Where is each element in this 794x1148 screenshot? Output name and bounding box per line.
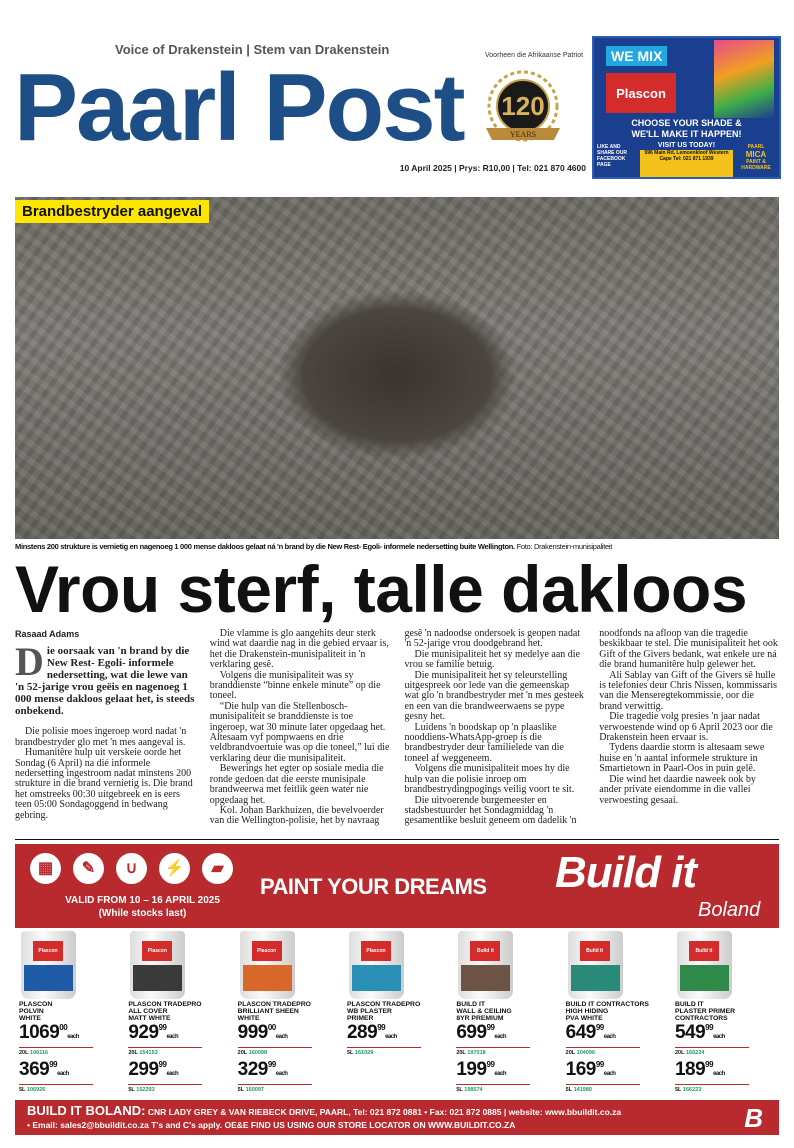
product-name bbox=[347, 1001, 447, 1023]
can-brand: Plascon bbox=[361, 941, 391, 961]
product-name-line: PLASCON TRADEPRO bbox=[346, 1000, 421, 1008]
mica-logo: PAARL MICA PAINT & HARDWARE bbox=[733, 141, 779, 177]
validity: VALID FROM 10 – 16 APRIL 2025 (While stocks last) bbox=[65, 894, 220, 919]
masthead-formerly: Voorheen die Afrikaanse Patriot bbox=[485, 52, 584, 59]
ad-slogan-line: WE'LL MAKE IT HAPPEN! bbox=[631, 129, 742, 139]
product-name-line: PLASCON bbox=[19, 1000, 53, 1008]
masthead-title: Paarl Post bbox=[14, 54, 464, 161]
paragraph: Volgens die munisipaliteit moes hy die hulp van die polisie inroep om brandbestrydingpogings veilig voort te sit. bbox=[404, 763, 575, 796]
product-code: 20L 106116 bbox=[19, 1049, 49, 1056]
anniversary-badge-icon bbox=[478, 66, 568, 152]
product-name-line: POLVIN bbox=[19, 1008, 44, 1016]
paragraph: Die uitvoerende burgemeester en stadsbestuurder het Sondagmiddag 'n gesamentlike besluit geneem om dadelik 'n noodfonds na afloop van die tragedie beskikbaar te stel. Die munisipaliteit het ook Gift of the Givers bedank, wat enkele ure ná die brand humanitêre hulp gelewer het. bbox=[404, 628, 778, 827]
product-name bbox=[456, 1001, 556, 1023]
product-name-line: PLASCON TRADEPRO bbox=[128, 1000, 202, 1008]
product-name bbox=[238, 1001, 338, 1023]
facebook-callout: LIKE AND SHARE OUR FACEBOOK PAGE bbox=[594, 141, 640, 177]
product-name-line: PLASTER PRIMER bbox=[674, 1008, 736, 1016]
product-name-line: WB PLASTER bbox=[346, 1008, 392, 1016]
badge-text: YEARS bbox=[509, 130, 537, 139]
paint-can-image bbox=[21, 931, 76, 999]
product-name-line: BUILD IT bbox=[456, 1000, 486, 1008]
main-content bbox=[15, 197, 779, 1135]
paragraph: Kol. Johan Barkhuizen, die bevelvoerder van die Wellington-polisie, het by navraag gesê 'n nadoodse ondersoek is geopen nadat 'n 52-jarige vrou doodgebrand het. bbox=[209, 628, 581, 827]
ad-strip bbox=[594, 141, 779, 177]
footer-title: BUILD IT BOLAND: bbox=[27, 1102, 146, 1118]
product-name-line: PRIMER bbox=[346, 1015, 374, 1023]
product-name-line: WHITE bbox=[19, 1015, 41, 1023]
product-name bbox=[19, 1001, 119, 1023]
product-name-line: BUILD IT CONTRACTORS bbox=[565, 1000, 649, 1008]
product-code: 5L 198574 bbox=[456, 1086, 483, 1093]
product-price: $929^{99}each$ bbox=[128, 1023, 202, 1048]
product-name-line: WALL & CEILING bbox=[456, 1008, 512, 1016]
product-code: 5L 106926 bbox=[19, 1086, 46, 1093]
masthead-tagline: Voice of Drakenstein | Stem van Drakenstein bbox=[115, 42, 390, 57]
paragraph: Die munisipaliteit het sy medelye aan die vrou se familie betuig. bbox=[404, 648, 581, 671]
product-price: $199^{99}each$ bbox=[456, 1060, 530, 1085]
product-code: 5L 166223 bbox=[674, 1086, 702, 1093]
buildit-b-logo-icon: B bbox=[744, 1102, 763, 1133]
can-brand: Build it bbox=[470, 941, 500, 961]
divider bbox=[15, 839, 779, 840]
paragraph: Ali Sablay van Gift of the Givers sê hulle is telefonies deur Chris Nissen, kommissaris van die Menseregtekommissie, oor die brand verwittig. bbox=[599, 669, 778, 712]
paragraph: Die tragedie volg presies 'n jaar nadat verwoestende wind op 6 April 2023 oor die Drakenstein heen ervaar is. bbox=[599, 711, 773, 744]
electrical-plug-icon: ⚡ bbox=[159, 853, 190, 884]
product-card[interactable] bbox=[238, 931, 338, 1097]
paint-can-image bbox=[349, 931, 404, 999]
product-price: $999^{00}each$ bbox=[238, 1023, 312, 1048]
product-name bbox=[675, 1001, 775, 1023]
buildit-advert[interactable] bbox=[15, 844, 779, 928]
product-name-line: PVA WHITE bbox=[565, 1015, 603, 1023]
lead-text: ie oorsaak van 'n brand by die New Rest- Egoli- informele nedersetting, wat die lewe van 'n 52-jarige vrou geëis en nagenoeg 1 000 mense dakloos gelaat het, is steeds onbekend. bbox=[15, 645, 195, 718]
product-price: $169^{99}each$ bbox=[566, 1060, 640, 1085]
dateline: 10 April 2025 | Prys: R10,00 | Tel: 021 870 4600 bbox=[399, 163, 586, 173]
product-name-line: BRILLIANT SHEEN bbox=[237, 1008, 299, 1016]
product-name-line: WHITE bbox=[237, 1015, 260, 1023]
can-brand: Plascon bbox=[252, 941, 282, 961]
product-code: 20L 160098 bbox=[237, 1049, 268, 1056]
product-price: $699^{99}each$ bbox=[456, 1023, 530, 1048]
product-list bbox=[15, 928, 779, 1097]
product-name-line: HIGH HIDING bbox=[565, 1008, 609, 1016]
paragraph: Die vlamme is glo aangehits deur sterk wind wat daardie nag in die gebied ervaar is, het die Drakenstein-munisipaliteit in 'n verklaring gesê. bbox=[209, 628, 389, 671]
store-footer bbox=[15, 1100, 779, 1135]
plascon-logo: Plascon bbox=[606, 73, 676, 113]
photo-caption bbox=[15, 542, 779, 551]
visit-title: VISIT US TODAY! bbox=[640, 141, 733, 150]
ad-slogan bbox=[594, 118, 779, 140]
paint-splash-image bbox=[714, 40, 774, 118]
paint-can-image bbox=[130, 931, 185, 999]
product-price: $369^{99}each$ bbox=[19, 1060, 93, 1085]
product-price: $329^{99}each$ bbox=[238, 1060, 312, 1085]
product-code: 5L 152293 bbox=[128, 1086, 155, 1093]
product-price: $299^{99}each$ bbox=[128, 1060, 202, 1085]
paragraph: “Die hulp van die Stellenbosch-munisipaliteit se branddienste is toe ingeroep, wat 30 minute later opgedaag het. Altesaam vyf pompwaens en drie veldbrandvoertuie was op die toneel,” lui die verklaring deur die munisipaliteit. bbox=[209, 700, 390, 764]
product-price: $649^{99}each$ bbox=[566, 1023, 640, 1048]
visit-callout bbox=[640, 141, 733, 177]
ad-we-mix: WE MIX bbox=[606, 46, 667, 66]
paint-can-image bbox=[240, 931, 295, 999]
caption-text: Minstens 200 strukture is vernietig en nagenoeg 1 000 mense dakloos gelaat ná 'n brand by die New Rest- Egoli- informele nedersetting buite Wellington. bbox=[15, 542, 515, 551]
lead-paragraph bbox=[15, 639, 195, 718]
plascon-advert[interactable] bbox=[592, 36, 781, 179]
paragraph: Humanitêre hulp uit verskeie oorde het Sondag (6 April) na dié informele nedersetting ingestroom nadat minstens 200 strukture in die brand vernietig is. Die brand het omstreeks 00:30 uitgebreek en is eers teen 05:00 Sondagoggend in bedwang gebring. bbox=[15, 747, 193, 821]
can-brand: Plascon bbox=[142, 941, 172, 961]
product-code: 5L 161029 bbox=[346, 1049, 374, 1056]
aerial-fire-photo bbox=[15, 197, 779, 539]
product-card[interactable] bbox=[128, 931, 228, 1097]
paragraph: Bewerings het egter op sosiale media die ronde gedoen dat die eerste munisipale brandweerwa met feitlik geen water nie opgedaag het. bbox=[209, 763, 384, 806]
store-address: 596 Main Rd, Lemoenkloof Western Cape Tel: 021 871 1939 bbox=[644, 150, 729, 162]
footer-address: CNR LADY GREY & VAN RIEBECK DRIVE, PAARL, Tel: 021 872 0881 • Fax: 021 872 0885 | website: www.bbuildit.co.za bbox=[147, 1106, 622, 1117]
buildit-region: Boland bbox=[698, 898, 761, 921]
product-code: 20L 166224 bbox=[674, 1049, 705, 1056]
story-kicker: Brandbestryder aangeval bbox=[15, 200, 209, 223]
product-price: $189^{99}each$ bbox=[675, 1060, 749, 1085]
product-name bbox=[128, 1001, 228, 1023]
paint-can-image bbox=[677, 931, 732, 999]
can-brand: Plascon bbox=[33, 941, 63, 961]
product-card[interactable] bbox=[456, 931, 556, 1097]
can-brand: Build it bbox=[580, 941, 610, 961]
ad-slogan-line: CHOOSE YOUR SHADE & bbox=[631, 118, 742, 128]
product-name-line: MATT WHITE bbox=[128, 1015, 171, 1023]
product-price: $549^{99}each$ bbox=[675, 1023, 749, 1048]
byline: Rasaad Adams bbox=[15, 629, 80, 639]
paragraph: Die munisipaliteit het sy teleurstelling uitgespreek oor lede van die gemeenskap wat glo 'n brandbestryder met 'n mes gesteek en een van die brandweerwaens se pype gesny het. bbox=[404, 669, 584, 723]
product-name-line: BUILD IT bbox=[674, 1000, 704, 1008]
product-code: 5L 141980 bbox=[565, 1086, 592, 1093]
product-card[interactable] bbox=[566, 931, 666, 1097]
buildit-logo: Build it bbox=[555, 847, 697, 897]
product-card[interactable] bbox=[347, 931, 447, 1097]
paragraph: Tydens daardie storm is altesaam sewe huise en 'n aantal informele strukture in Smartietown in Paarl-Oos in puin gelê. bbox=[599, 742, 765, 775]
brick-icon: ▦ bbox=[30, 853, 61, 884]
product-name-line: CONTRACTORS bbox=[674, 1015, 728, 1023]
product-price: $289^{99}each$ bbox=[347, 1023, 421, 1048]
paint-can-image bbox=[458, 931, 513, 999]
article-body bbox=[15, 629, 779, 827]
product-name-line: PLASCON TRADEPRO bbox=[237, 1000, 311, 1008]
product-card[interactable] bbox=[19, 931, 119, 1097]
plumbing-icon: ∪ bbox=[116, 853, 147, 884]
paint-can-image bbox=[568, 931, 623, 999]
product-name-line: 8YR PREMIUM bbox=[456, 1015, 504, 1023]
badge-number: 120 bbox=[501, 91, 545, 121]
paragraph: Die polisie moes ingeroep word nadat 'n brandbestryder glo met 'n mes aangeval is. bbox=[15, 726, 187, 748]
product-code: 20L 104096 bbox=[565, 1049, 596, 1056]
product-code: 20L 197018 bbox=[456, 1049, 486, 1056]
timber-icon: ▰ bbox=[202, 853, 233, 884]
ad-headline: PAINT YOUR DREAMS bbox=[260, 873, 487, 899]
paragraph: Volgens die munisipaliteit was sy branddienste “binne enkele minute” op die toneel. bbox=[209, 669, 381, 702]
product-name-line: ALL COVER bbox=[128, 1008, 168, 1016]
can-brand: Build it bbox=[689, 941, 719, 961]
paragraph: Luidens 'n boodskap op 'n plaaslike nooddiens-WhatsApp-groep is die brandbestryder deur familielede van die toneel af weggeneem. bbox=[404, 721, 564, 764]
product-price: 1069$^{00}$each bbox=[19, 1023, 93, 1048]
paint-roller-icon: ✎ bbox=[73, 853, 104, 884]
product-code: 20L 154153 bbox=[128, 1049, 158, 1056]
footer-contact: • Email: sales2@bbuildit.co.za T's and C's apply. OE&E FIND US USING OUR STORE LOCATOR ON WWW.BUILDIT.CO.ZA bbox=[27, 1119, 516, 1130]
product-code: 5L 160097 bbox=[237, 1086, 264, 1093]
product-name bbox=[566, 1001, 666, 1023]
story-headline: Vrou sterf, talle dakloos bbox=[15, 552, 748, 626]
paragraph: Die wind het daardie naweek ook by ander private eiendomme in die vallei verwoesting gesaai. bbox=[599, 773, 756, 806]
drop-cap: D bbox=[15, 639, 44, 685]
photo-credit: Foto: Drakenstein-munisipaliteit bbox=[516, 542, 613, 551]
product-card[interactable] bbox=[675, 931, 775, 1097]
